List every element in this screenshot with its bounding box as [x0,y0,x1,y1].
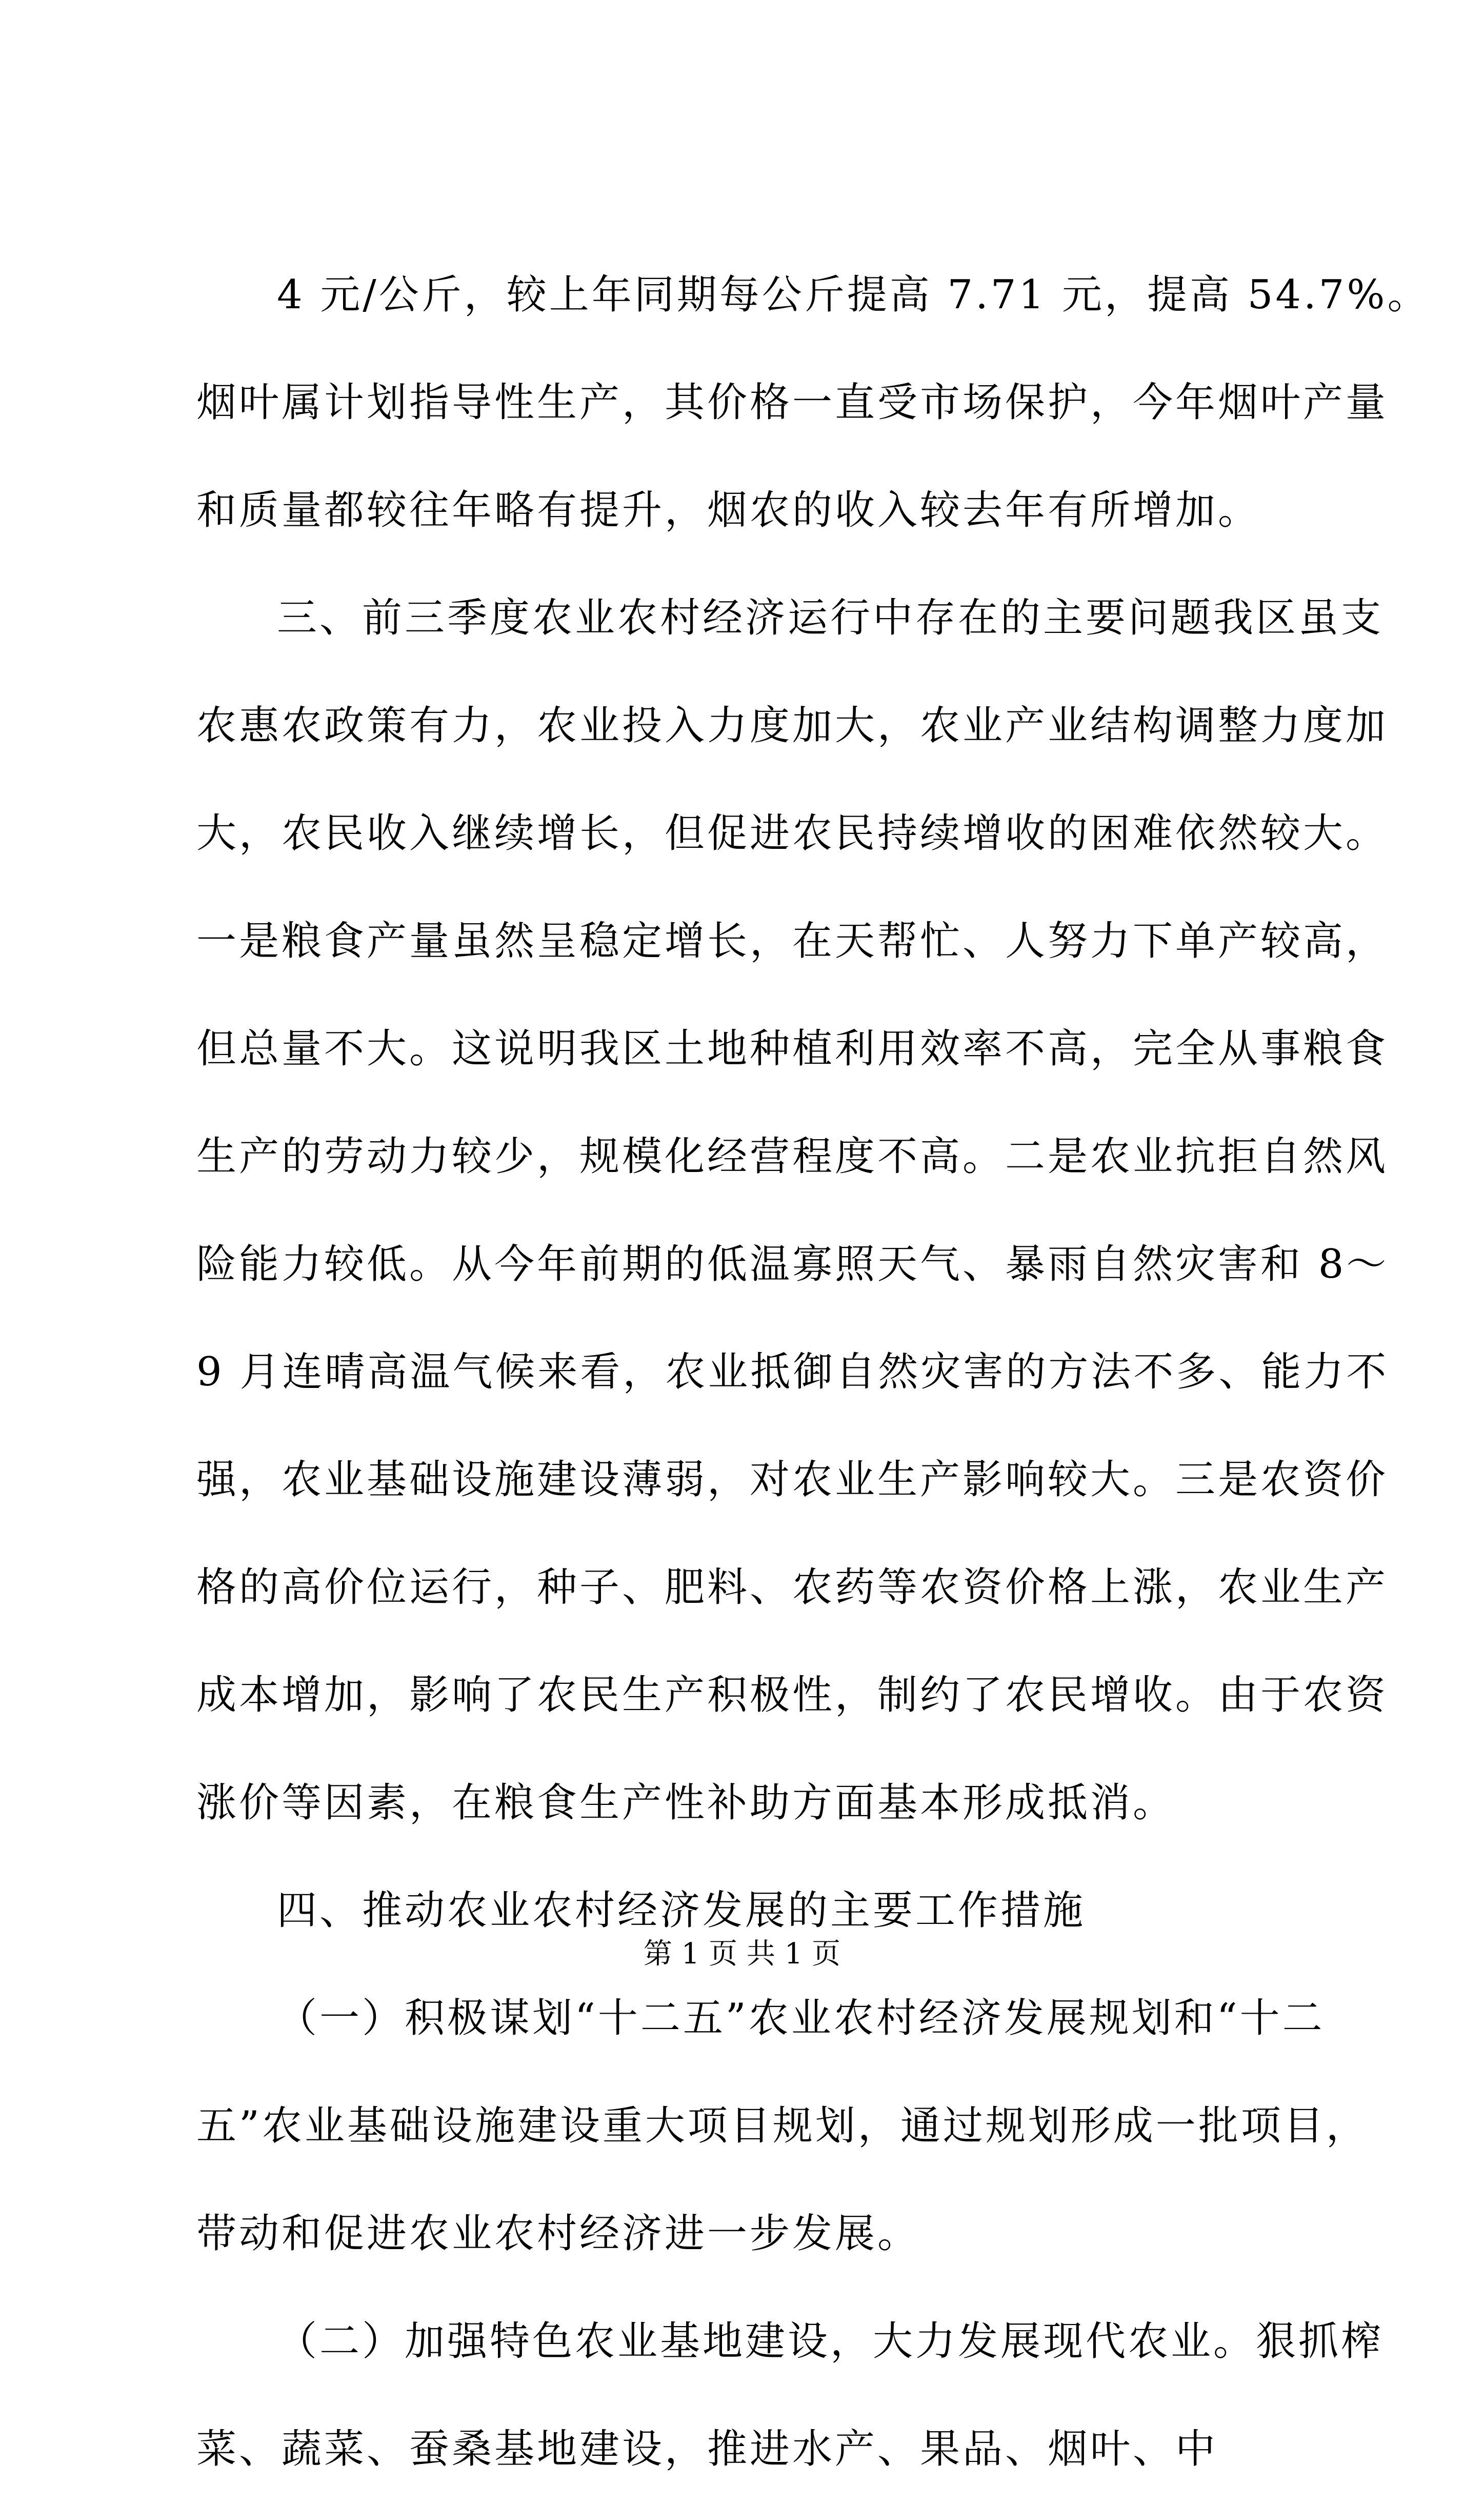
text-line: 险能力较低。从今年前期的低温寡照天气、暴雨自然灾害和 8～ [196,1241,1389,1287]
text-line: 菜、蔬菜、蚕桑基地建设，推进水产、果品、烟叶、中 [196,2426,1218,2472]
text-line: 和质量都较往年略有提升，烟农的收入较去年有所增加。 [196,487,1261,533]
text-line: 大，农民收入继续增长，但促进农民持续增收的困难依然较大。 [196,810,1389,857]
text-line: 4 元/公斤，较上年同期每公斤提高 7.71 元，提高 54.7%。 [277,272,1430,318]
text-line: 成本增加，影响了农民生产积极性，制约了农民增收。由于农资 [196,1672,1389,1718]
page-footer: 第 1 页 共 1 页 [643,1937,841,1971]
text-line: 但总量不大。这说明我区土地种植利用效率不高，完全从事粮食 [196,1026,1389,1072]
text-line: 带动和促进农业农村经济进一步发展。 [196,2211,920,2257]
section-four-heading: 四、推动农业农村经济发展的主要工作措施 [277,1888,1086,1934]
section-three-line: 三、前三季度农业农村经济运行中存在的主要问题我区虽支 [277,595,1384,641]
text-line: 涨价等因素，在粮食生产性补助方面基本形成抵消。 [196,1780,1176,1826]
text-line: 9 月连晴高温气候来看，农业抵御自然灾害的方法不多、能力不 [196,1349,1389,1395]
text-line: 农惠农政策有力，农业投入力度加大，农业产业结构调整力度加 [196,703,1389,749]
text-line: 格的高价位运行，种子、肥料、农药等农资价格上涨，农业生产 [196,1564,1389,1611]
text-line: 五”农业基础设施建设重大项目规划，通过规划形成一批项目， [196,2103,1369,2149]
text-line: 生产的劳动力较少，规模化经营程度不高。二是农业抗拒自然风 [196,1134,1389,1180]
text-line: 一是粮食产量虽然呈稳定增长，在天帮忙、人努力下单产较高， [196,918,1389,964]
text-line: 强，农业基础设施建设薄弱，对农业生产影响较大。三是农资价 [196,1457,1389,1503]
text-line: 烟叶属计划指导性生产，其价格一直受市场保护，今年烟叶产量 [196,380,1389,426]
item-one-line: （一）积极谋划“十二五”农业农村经济发展规划和“十二 [277,1995,1325,2041]
item-two-line: （二）加强特色农业基地建设，大力发展现代农业。狠抓榨 [277,2318,1384,2365]
document-body [196,241,1430,2503]
